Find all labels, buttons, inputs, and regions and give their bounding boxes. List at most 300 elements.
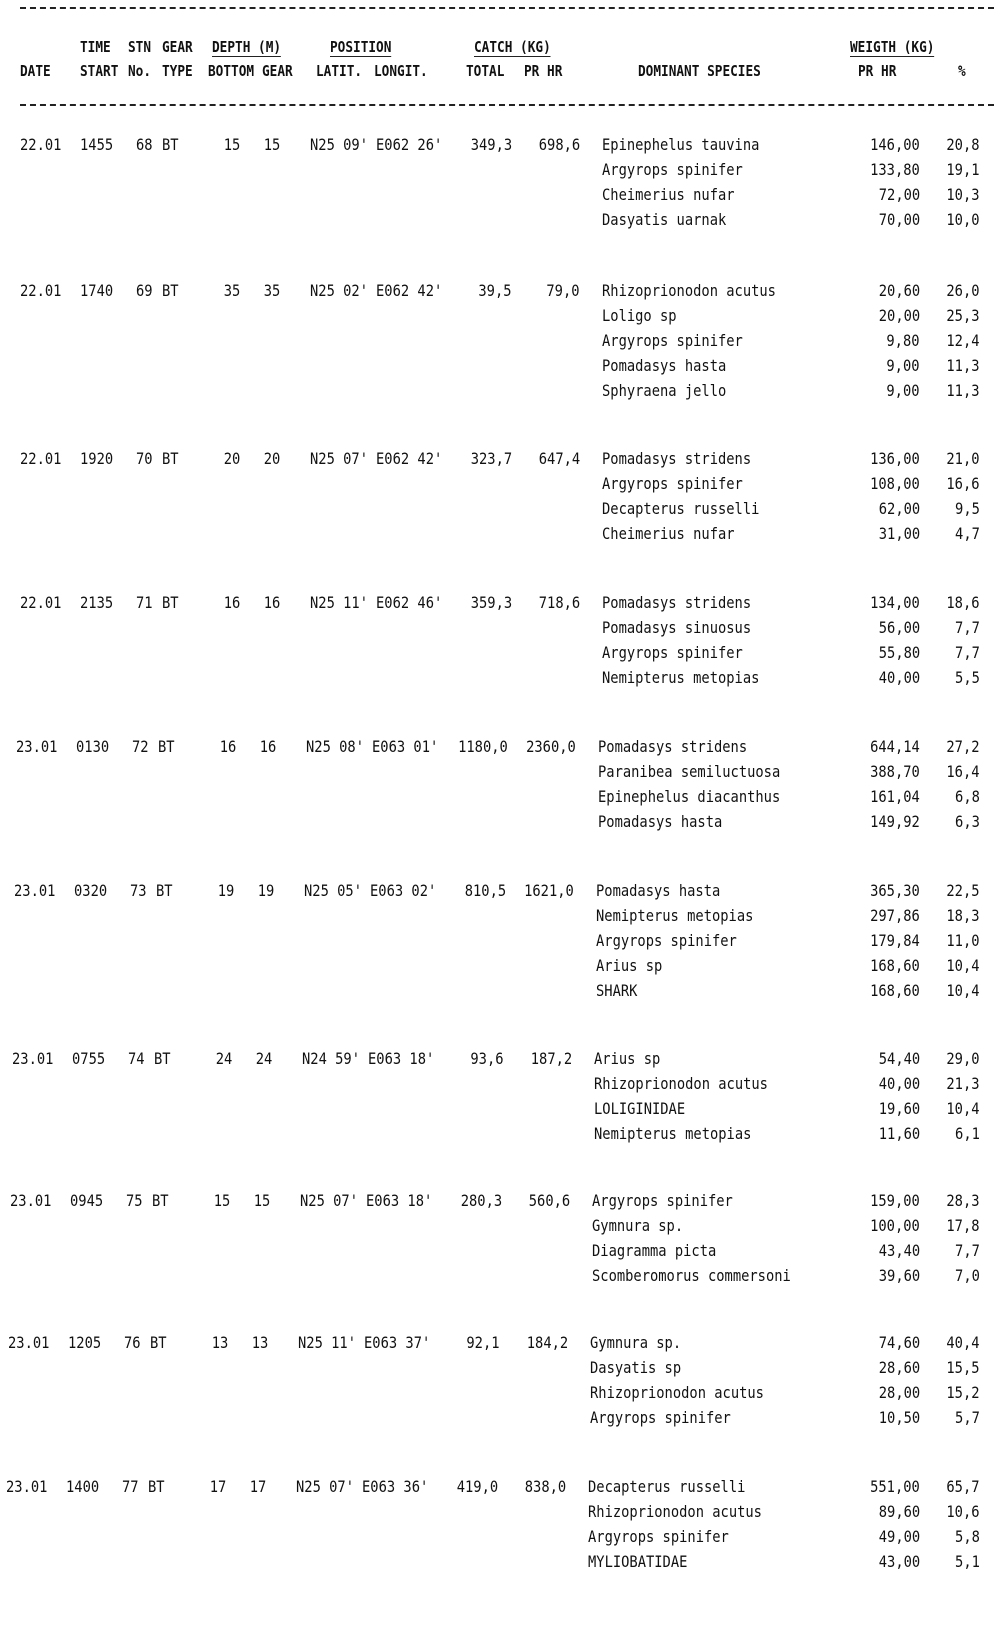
species-row	[598, 734, 980, 759]
catch-pr-hr: 718,6	[538, 593, 580, 612]
species-row	[594, 1096, 980, 1121]
species-weight-pr-hr: 9,00	[886, 381, 920, 400]
station-time: 1205	[68, 1333, 102, 1352]
catch-pr-hr: 2360,0	[526, 737, 576, 756]
station-date: 23.01	[8, 1333, 50, 1352]
catch-pr-hr: 184,2	[526, 1333, 568, 1352]
species-weight-pr-hr: 168,60	[870, 981, 920, 1000]
dominant-species-list	[594, 1046, 980, 1146]
species-row	[602, 157, 980, 182]
species-weight-pr-hr: 20,60	[878, 281, 920, 300]
depth-gear: 15	[253, 1191, 270, 1210]
station-number: 77	[122, 1477, 139, 1496]
species-name: Argyrops spinifer	[602, 160, 743, 179]
depth-gear: 17	[249, 1477, 266, 1496]
catch-total: 323,7	[470, 449, 512, 468]
header-total: TOTAL	[466, 62, 505, 80]
species-percent: 10,6	[946, 1502, 980, 1521]
species-name: Loligo sp	[602, 306, 677, 325]
species-percent: 17,8	[946, 1216, 980, 1235]
station-time: 0130	[76, 737, 110, 756]
species-percent: 6,1	[955, 1124, 980, 1143]
species-percent: 11,3	[946, 381, 980, 400]
species-weight-pr-hr: 297,86	[870, 906, 920, 925]
station-number: 70	[136, 449, 153, 468]
species-row	[602, 496, 980, 521]
species-percent: 10,4	[946, 956, 980, 975]
header-position: POSITION	[330, 38, 392, 56]
dominant-species-list	[602, 278, 980, 403]
station-time: 2135	[80, 593, 114, 612]
species-name: Scomberomorus commersoni	[592, 1266, 791, 1285]
catch-total: 92,1	[466, 1333, 500, 1352]
species-weight-pr-hr: 133,80	[870, 160, 920, 179]
species-name: Rhizoprionodon acutus	[594, 1074, 768, 1093]
species-percent: 5,7	[955, 1408, 980, 1427]
species-row	[602, 353, 980, 378]
species-name: Cheimerius nufar	[602, 524, 735, 543]
latitude: N25 05'	[304, 881, 362, 900]
catch-pr-hr: 79,0	[546, 281, 580, 300]
depth-bottom: 24	[215, 1049, 232, 1068]
species-row	[594, 1046, 980, 1071]
species-percent: 11,3	[946, 356, 980, 375]
species-name: Argyrops spinifer	[588, 1527, 729, 1546]
species-weight-pr-hr: 74,60	[878, 1333, 920, 1352]
header-longit: LONGIT.	[374, 62, 428, 80]
species-weight-pr-hr: 108,00	[870, 474, 920, 493]
longitude: E063 18'	[366, 1191, 433, 1210]
latitude: N25 02'	[310, 281, 368, 300]
catch-total: 419,0	[456, 1477, 498, 1496]
species-percent: 7,7	[955, 618, 980, 637]
gear-type: BT	[162, 449, 179, 468]
header-gear-depth: GEAR	[262, 62, 293, 80]
species-weight-pr-hr: 31,00	[878, 524, 920, 543]
species-percent: 6,8	[955, 787, 980, 806]
species-name: Pomadasys sinuosus	[602, 618, 752, 637]
header-type: TYPE	[162, 62, 193, 80]
longitude: E062 26'	[376, 135, 443, 154]
species-name: Epinephelus diacanthus	[598, 787, 781, 806]
species-percent: 19,1	[946, 160, 980, 179]
species-percent: 7,7	[955, 643, 980, 662]
species-percent: 15,5	[946, 1358, 980, 1377]
species-weight-pr-hr: 11,60	[878, 1124, 920, 1143]
longitude: E063 36'	[362, 1477, 429, 1496]
species-name: Gymnura sp.	[590, 1333, 682, 1352]
catch-total: 359,3	[470, 593, 512, 612]
header-pr-hr: PR HR	[524, 62, 563, 80]
header-weight-pr-hr: PR HR	[858, 62, 897, 80]
species-row	[592, 1213, 980, 1238]
depth-bottom: 15	[223, 135, 240, 154]
species-row	[588, 1549, 980, 1574]
header-depth: DEPTH (M)	[212, 38, 282, 56]
species-weight-pr-hr: 644,14	[870, 737, 920, 756]
species-weight-pr-hr: 28,60	[878, 1358, 920, 1377]
station-date: 23.01	[16, 737, 58, 756]
species-percent: 10,4	[946, 981, 980, 1000]
catch-pr-hr: 698,6	[538, 135, 580, 154]
catch-total: 93,6	[470, 1049, 504, 1068]
catch-total: 349,3	[470, 135, 512, 154]
header-dominant-species: DOMINANT SPECIES	[638, 62, 761, 80]
depth-bottom: 17	[209, 1477, 226, 1496]
catch-pr-hr: 560,6	[528, 1191, 570, 1210]
species-row	[596, 878, 980, 903]
header-no: No.	[128, 62, 152, 80]
depth-bottom: 20	[223, 449, 240, 468]
species-name: Gymnura sp.	[592, 1216, 684, 1235]
gear-type: BT	[154, 1049, 171, 1068]
station-time: 1740	[80, 281, 114, 300]
station-time: 1455	[80, 135, 114, 154]
header-weigth: WEIGTH (KG)	[850, 38, 935, 56]
species-weight-pr-hr: 9,00	[886, 356, 920, 375]
species-row	[602, 590, 980, 615]
species-weight-pr-hr: 159,00	[870, 1191, 920, 1210]
depth-bottom: 35	[223, 281, 240, 300]
species-percent: 12,4	[946, 331, 980, 350]
station-date: 23.01	[10, 1191, 52, 1210]
species-weight-pr-hr: 146,00	[870, 135, 920, 154]
species-name: Argyrops spinifer	[592, 1191, 733, 1210]
catch-total: 1180,0	[458, 737, 508, 756]
species-weight-pr-hr: 55,80	[878, 643, 920, 662]
species-name: Pomadasys hasta	[598, 812, 723, 831]
depth-bottom: 13	[211, 1333, 228, 1352]
species-weight-pr-hr: 28,00	[878, 1383, 920, 1402]
header-gear: GEAR	[162, 38, 193, 56]
species-name: Nemipterus metopias	[602, 668, 760, 687]
latitude: N25 07'	[296, 1477, 354, 1496]
species-weight-pr-hr: 54,40	[878, 1049, 920, 1068]
gear-type: BT	[150, 1333, 167, 1352]
species-name: Pomadasys stridens	[598, 737, 748, 756]
catch-pr-hr: 838,0	[524, 1477, 566, 1496]
species-percent: 21,0	[946, 449, 980, 468]
station-number: 71	[136, 593, 153, 612]
species-row	[602, 207, 980, 232]
species-weight-pr-hr: 70,00	[878, 210, 920, 229]
station-time: 0320	[74, 881, 108, 900]
header-stn: STN	[128, 38, 152, 56]
species-weight-pr-hr: 40,00	[878, 668, 920, 687]
species-weight-pr-hr: 56,00	[878, 618, 920, 637]
station-number: 69	[136, 281, 153, 300]
species-row	[602, 328, 980, 353]
catch-pr-hr: 187,2	[530, 1049, 572, 1068]
species-row	[588, 1474, 980, 1499]
species-name: Decapterus russelli	[602, 499, 760, 518]
species-row	[602, 132, 980, 157]
species-row	[598, 784, 980, 809]
species-percent: 29,0	[946, 1049, 980, 1068]
species-weight-pr-hr: 49,00	[878, 1527, 920, 1546]
species-weight-pr-hr: 149,92	[870, 812, 920, 831]
species-row	[596, 903, 980, 928]
longitude: E063 02'	[370, 881, 437, 900]
species-weight-pr-hr: 9,80	[886, 331, 920, 350]
species-name: Pomadasys stridens	[602, 449, 752, 468]
species-row	[590, 1405, 980, 1430]
species-percent: 11,0	[946, 931, 980, 950]
species-weight-pr-hr: 89,60	[878, 1502, 920, 1521]
species-percent: 15,2	[946, 1383, 980, 1402]
depth-bottom: 19	[217, 881, 234, 900]
longitude: E063 18'	[368, 1049, 435, 1068]
species-weight-pr-hr: 43,40	[878, 1241, 920, 1260]
species-name: Pomadasys hasta	[596, 881, 721, 900]
species-name: SHARK	[596, 981, 638, 1000]
dominant-species-list	[596, 878, 980, 1003]
station-date: 23.01	[12, 1049, 54, 1068]
species-name: Pomadasys stridens	[602, 593, 752, 612]
species-name: Nemipterus metopias	[596, 906, 754, 925]
species-percent: 21,3	[946, 1074, 980, 1093]
species-percent: 27,2	[946, 737, 980, 756]
species-percent: 7,7	[955, 1241, 980, 1260]
species-weight-pr-hr: 20,00	[878, 306, 920, 325]
species-weight-pr-hr: 62,00	[878, 499, 920, 518]
dominant-species-list	[602, 446, 980, 546]
depth-bottom: 16	[219, 737, 236, 756]
header-time: TIME	[80, 38, 111, 56]
species-weight-pr-hr: 388,70	[870, 762, 920, 781]
species-percent: 10,0	[946, 210, 980, 229]
latitude: N25 07'	[300, 1191, 358, 1210]
species-percent: 16,4	[946, 762, 980, 781]
species-name: Epinephelus tauvina	[602, 135, 760, 154]
dominant-species-list	[602, 590, 980, 690]
catch-total: 810,5	[464, 881, 506, 900]
species-row	[596, 953, 980, 978]
station-date: 22.01	[20, 449, 62, 468]
species-name: Paranibea semiluctuosa	[598, 762, 781, 781]
species-percent: 4,7	[955, 524, 980, 543]
species-row	[602, 665, 980, 690]
depth-gear: 24	[255, 1049, 272, 1068]
gear-type: BT	[162, 281, 179, 300]
station-number: 73	[130, 881, 147, 900]
species-percent: 65,7	[946, 1477, 980, 1496]
depth-gear: 19	[257, 881, 274, 900]
header-date: DATE	[20, 62, 51, 80]
species-name: MYLIOBATIDAE	[588, 1552, 688, 1571]
species-row	[592, 1263, 980, 1288]
longitude: E063 01'	[372, 737, 439, 756]
species-percent: 26,0	[946, 281, 980, 300]
species-name: Dasyatis uarnak	[602, 210, 727, 229]
species-weight-pr-hr: 10,50	[878, 1408, 920, 1427]
gear-type: BT	[152, 1191, 169, 1210]
depth-gear: 20	[263, 449, 280, 468]
gear-type: BT	[148, 1477, 165, 1496]
species-percent: 25,3	[946, 306, 980, 325]
longitude: E062 46'	[376, 593, 443, 612]
species-row	[602, 278, 980, 303]
species-row	[588, 1524, 980, 1549]
species-weight-pr-hr: 72,00	[878, 185, 920, 204]
species-name: Argyrops spinifer	[590, 1408, 731, 1427]
latitude: N25 11'	[298, 1333, 356, 1352]
species-percent: 6,3	[955, 812, 980, 831]
species-name: Sphyraena jello	[602, 381, 727, 400]
species-name: Argyrops spinifer	[602, 643, 743, 662]
depth-gear: 15	[263, 135, 280, 154]
depth-bottom: 16	[223, 593, 240, 612]
species-percent: 9,5	[955, 499, 980, 518]
species-row	[598, 759, 980, 784]
latitude: N25 08'	[306, 737, 364, 756]
species-name: Diagramma picta	[592, 1241, 717, 1260]
species-percent: 7,0	[955, 1266, 980, 1285]
species-percent: 18,3	[946, 906, 980, 925]
species-row	[592, 1238, 980, 1263]
species-percent: 20,8	[946, 135, 980, 154]
dominant-species-list	[602, 132, 980, 232]
species-name: Arius sp	[594, 1049, 661, 1068]
species-weight-pr-hr: 179,84	[870, 931, 920, 950]
species-row	[602, 640, 980, 665]
header-bottom: BOTTOM	[208, 62, 255, 80]
species-weight-pr-hr: 43,00	[878, 1552, 920, 1571]
species-row	[602, 615, 980, 640]
species-row	[590, 1355, 980, 1380]
species-row	[602, 521, 980, 546]
catch-pr-hr: 1621,0	[524, 881, 574, 900]
species-weight-pr-hr: 134,00	[870, 593, 920, 612]
latitude: N25 11'	[310, 593, 368, 612]
station-number: 76	[124, 1333, 141, 1352]
latitude: N24 59'	[302, 1049, 360, 1068]
dominant-species-list	[590, 1330, 980, 1430]
station-date: 23.01	[6, 1477, 48, 1496]
station-number: 68	[136, 135, 153, 154]
depth-gear: 16	[263, 593, 280, 612]
station-time: 0945	[70, 1191, 104, 1210]
species-row	[596, 978, 980, 1003]
gear-type: BT	[156, 881, 173, 900]
species-row	[602, 303, 980, 328]
longitude: E062 42'	[376, 449, 443, 468]
species-row	[590, 1330, 980, 1355]
gear-type: BT	[162, 593, 179, 612]
species-name: Arius sp	[596, 956, 663, 975]
species-weight-pr-hr: 39,60	[878, 1266, 920, 1285]
header-start: START	[80, 62, 119, 80]
station-number: 74	[128, 1049, 145, 1068]
latitude: N25 07'	[310, 449, 368, 468]
species-weight-pr-hr: 136,00	[870, 449, 920, 468]
dominant-species-list	[598, 734, 980, 834]
top-dashed-rule	[20, 7, 994, 9]
species-percent: 18,6	[946, 593, 980, 612]
depth-gear: 13	[251, 1333, 268, 1352]
species-name: Argyrops spinifer	[602, 331, 743, 350]
species-name: Rhizoprionodon acutus	[602, 281, 776, 300]
species-row	[594, 1071, 980, 1096]
longitude: E063 37'	[364, 1333, 431, 1352]
station-time: 1920	[80, 449, 114, 468]
species-row	[590, 1380, 980, 1405]
species-weight-pr-hr: 168,60	[870, 956, 920, 975]
species-percent: 5,5	[955, 668, 980, 687]
species-weight-pr-hr: 40,00	[878, 1074, 920, 1093]
header-catch: CATCH (KG)	[474, 38, 551, 56]
species-weight-pr-hr: 19,60	[878, 1099, 920, 1118]
station-date: 22.01	[20, 281, 62, 300]
station-date: 23.01	[14, 881, 56, 900]
depth-gear: 16	[259, 737, 276, 756]
species-name: Dasyatis sp	[590, 1358, 682, 1377]
species-row	[602, 182, 980, 207]
station-date: 22.01	[20, 593, 62, 612]
header-latit: LATIT.	[316, 62, 363, 80]
species-name: Rhizoprionodon acutus	[588, 1502, 762, 1521]
catch-total: 280,3	[460, 1191, 502, 1210]
gear-type: BT	[158, 737, 175, 756]
species-percent: 28,3	[946, 1191, 980, 1210]
species-name: Cheimerius nufar	[602, 185, 735, 204]
header-percent: %	[958, 62, 966, 80]
species-percent: 16,6	[946, 474, 980, 493]
gear-type: BT	[162, 135, 179, 154]
species-row	[598, 809, 980, 834]
species-weight-pr-hr: 100,00	[870, 1216, 920, 1235]
dominant-species-list	[592, 1188, 980, 1288]
latitude: N25 09'	[310, 135, 368, 154]
species-weight-pr-hr: 161,04	[870, 787, 920, 806]
species-row	[596, 928, 980, 953]
header-dashed-rule	[20, 104, 994, 106]
species-row	[592, 1188, 980, 1213]
station-number: 75	[126, 1191, 143, 1210]
species-row	[602, 446, 980, 471]
dominant-species-list	[588, 1474, 980, 1574]
species-percent: 22,5	[946, 881, 980, 900]
species-percent: 5,8	[955, 1527, 980, 1546]
species-name: Pomadasys hasta	[602, 356, 727, 375]
station-date: 22.01	[20, 135, 62, 154]
species-row	[602, 471, 980, 496]
species-percent: 40,4	[946, 1333, 980, 1352]
species-weight-pr-hr: 551,00	[870, 1477, 920, 1496]
species-name: Nemipterus metopias	[594, 1124, 752, 1143]
catch-total: 39,5	[478, 281, 512, 300]
species-name: Decapterus russelli	[588, 1477, 746, 1496]
species-percent: 10,3	[946, 185, 980, 204]
station-time: 0755	[72, 1049, 106, 1068]
catch-pr-hr: 647,4	[538, 449, 580, 468]
station-number: 72	[132, 737, 149, 756]
station-time: 1400	[66, 1477, 100, 1496]
species-name: Argyrops spinifer	[596, 931, 737, 950]
species-weight-pr-hr: 365,30	[870, 881, 920, 900]
species-name: LOLIGINIDAE	[594, 1099, 686, 1118]
depth-gear: 35	[263, 281, 280, 300]
species-percent: 10,4	[946, 1099, 980, 1118]
species-row	[594, 1121, 980, 1146]
species-row	[588, 1499, 980, 1524]
species-percent: 5,1	[955, 1552, 980, 1571]
longitude: E062 42'	[376, 281, 443, 300]
species-name: Rhizoprionodon acutus	[590, 1383, 764, 1402]
species-name: Argyrops spinifer	[602, 474, 743, 493]
depth-bottom: 15	[213, 1191, 230, 1210]
species-row	[602, 378, 980, 403]
